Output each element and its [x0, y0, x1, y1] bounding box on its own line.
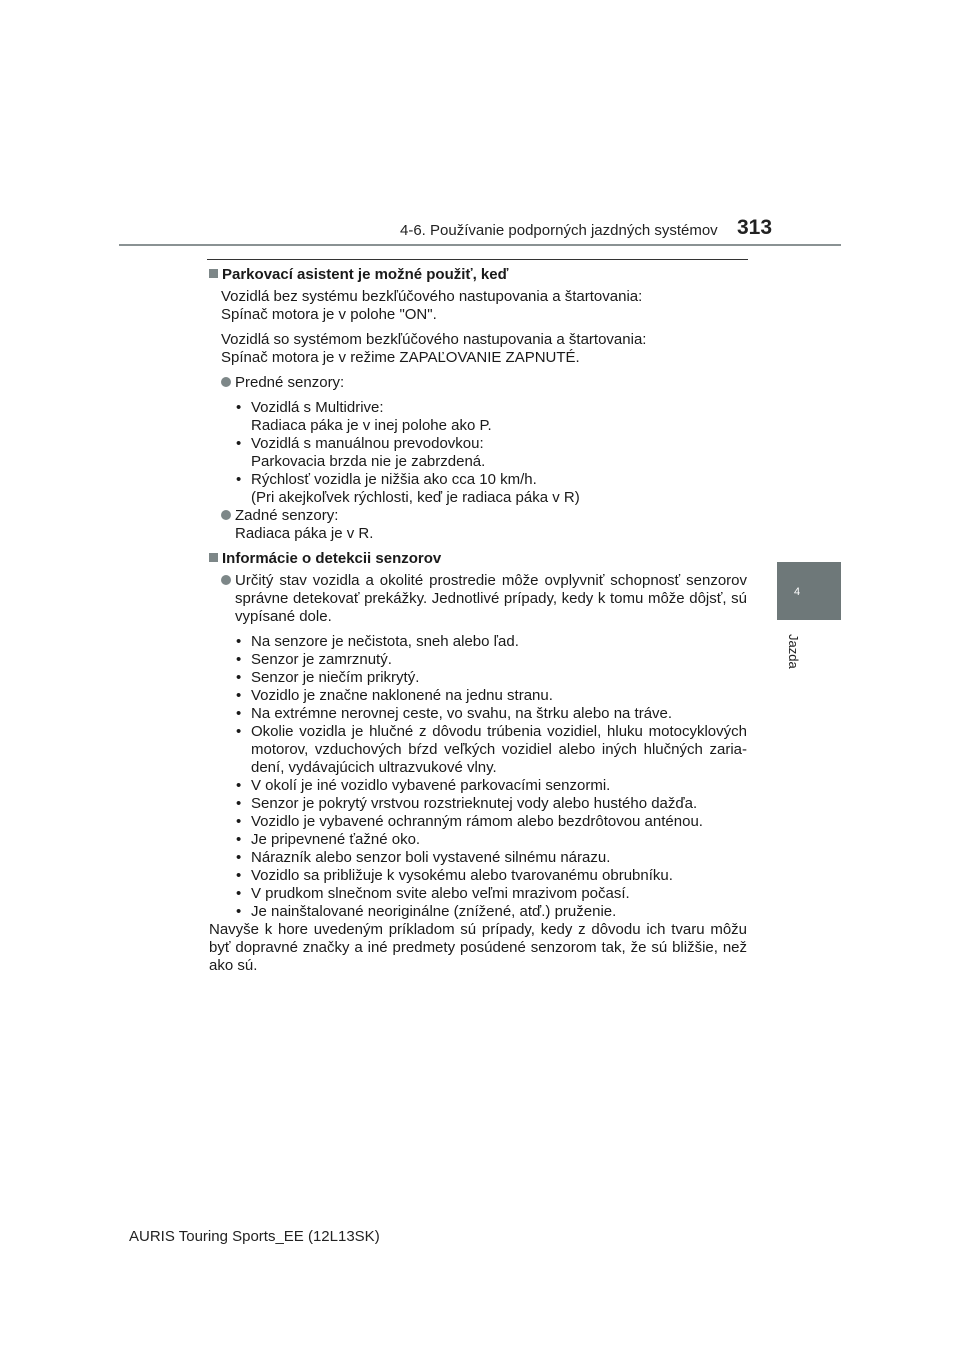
- info-item-text: Na senzore je nečistota, sneh alebo ľad.: [251, 633, 519, 650]
- info-item: [236, 849, 747, 867]
- front-sensors-text: Predné senzory:: [235, 374, 345, 391]
- info-item-text: Vozidlo sa približuje k vysokému alebo tvarovanému obrubníku.: [251, 867, 673, 884]
- circle-bullet-icon: [221, 510, 231, 520]
- info-heading-text: Informácie o detekcii senzorov: [222, 550, 442, 567]
- bullet-icon: •: [236, 813, 242, 830]
- info-heading: [209, 550, 747, 568]
- front-item-line1: Vozidlá s manuálnou prevodovkou:: [251, 435, 484, 452]
- front-item-line2: Parkovacia brzda nie je zabrzdená.: [251, 453, 486, 470]
- info-item: [236, 813, 747, 831]
- info-item-text: Senzor je pokrytý vrstvou rozstrieknutej vody alebo hustého dažďa.: [251, 795, 698, 812]
- info-item-text: Je pripevnené ťažné oko.: [251, 831, 421, 848]
- info-item: [236, 705, 747, 723]
- parking-para1: [221, 288, 747, 324]
- front-item-line1: Rýchlosť vozidla je nižšia ako cca 10 km/h.: [251, 471, 537, 488]
- circle-bullet-icon: [221, 575, 231, 585]
- page-content: [209, 266, 747, 975]
- bullet-icon: •: [236, 651, 242, 668]
- front-item: [236, 399, 747, 435]
- bullet-icon: •: [236, 777, 242, 794]
- info-item: [236, 885, 747, 903]
- square-bullet-icon: [209, 269, 218, 278]
- bullet-icon: •: [236, 435, 242, 452]
- parking-heading-text: Parkovací asistent je možné použiť, keď: [222, 266, 509, 283]
- info-item: [236, 831, 747, 849]
- bullet-icon: •: [236, 867, 242, 884]
- parking-para1-line2: Spínač motora je v polohe "ON".: [221, 306, 437, 323]
- info-item-text: Je nainštalované neoriginálne (znížené, atď.) pruženie.: [251, 903, 617, 920]
- bullet-icon: •: [236, 849, 242, 866]
- front-item-line2: Radiaca páka je v inej polohe ako P.: [251, 417, 492, 434]
- info-item-text: V prudkom slnečnom svite alebo veľmi mrazivom počasí.: [251, 885, 630, 902]
- bullet-icon: •: [236, 399, 242, 416]
- front-item: [236, 471, 747, 507]
- bullet-icon: •: [236, 795, 242, 812]
- chapter-tab-number: 4: [793, 586, 801, 598]
- front-sensors-label: [221, 374, 747, 392]
- info-item-text: V okolí je iné vozidlo vybavené parkovacími senzormi.: [251, 777, 611, 794]
- parking-para2-line2: Spínač motora je v režime ZAPAĽOVANIE ZAPNUTÉ.: [221, 349, 580, 366]
- info-item: [236, 669, 747, 687]
- info-item: [236, 903, 747, 921]
- info-item-text: Okolie vozidla je hlučné z dôvodu trúbenia vozidiel, hluku motocyklových motorov, vzduchových bŕzd veľkých vozidiel alebo iných hlučných zaria-dení, vydávajúcich ultrazvukové vlny.: [251, 723, 747, 776]
- info-item-text: Na extrémne nerovnej ceste, vo svahu, na štrku alebo na tráve.: [251, 705, 673, 722]
- info-item: [236, 795, 747, 813]
- bullet-icon: •: [236, 885, 242, 902]
- header-section-title: 4-6. Používanie podporných jazdných systémov: [400, 222, 718, 239]
- parking-para2: [221, 331, 747, 367]
- parking-para2-line1: Vozidlá so systémom bezkľúčového nastupovania a štartovania:: [221, 331, 647, 348]
- bullet-icon: •: [236, 633, 242, 650]
- info-item-text: Senzor je niečím prikrytý.: [251, 669, 420, 686]
- info-closing: Navyše k hore uvedeným príkladom sú prípady, kedy z dôvodu ich tvaru môžu byť dopravné značky a iné predmety posúdené senzorom tak, že sú bližšie, než ako sú.: [209, 921, 747, 974]
- parking-heading: [209, 266, 747, 284]
- info-item-text: Vozidlo je vybavené ochranným rámom alebo bezdrôtovou anténou.: [251, 813, 703, 830]
- bullet-icon: •: [236, 831, 242, 848]
- info-item: [236, 687, 747, 705]
- front-item-line1: Vozidlá s Multidrive:: [251, 399, 384, 416]
- header-rule: [119, 244, 841, 246]
- info-item: [236, 867, 747, 885]
- chapter-tab-label: Jazda: [786, 634, 801, 669]
- chapter-tab: [777, 562, 841, 620]
- info-intro: [221, 572, 747, 626]
- rear-sensors-label: [221, 507, 747, 543]
- info-item: [236, 723, 747, 777]
- info-item: [236, 633, 747, 651]
- square-bullet-icon: [209, 553, 218, 562]
- bullet-icon: •: [236, 669, 242, 686]
- info-item-text: Senzor je zamrznutý.: [251, 651, 392, 668]
- info-intro-text: Určitý stav vozidla a okolité prostredie môže ovplyvniť schopnosť senzorov správne detekovať prekážky. Jednotlivé prípady, kedy k tomu môže dôjsť, sú vypísané dole.: [235, 572, 747, 625]
- section-rule: [207, 259, 748, 260]
- info-item: [236, 651, 747, 669]
- info-item-text: Vozidlo je značne naklonené na jednu stranu.: [251, 687, 553, 704]
- bullet-icon: •: [236, 705, 242, 722]
- info-item-text: Nárazník alebo senzor boli vystavené silnému nárazu.: [251, 849, 611, 866]
- front-item-line2: (Pri akejkoľvek rýchlosti, keď je radiaca páka v R): [251, 489, 580, 506]
- bullet-icon: •: [236, 903, 242, 920]
- page-number: 313: [737, 216, 773, 239]
- front-item: [236, 435, 747, 471]
- bullet-icon: •: [236, 687, 242, 704]
- bullet-icon: •: [236, 723, 242, 740]
- parking-para1-line1: Vozidlá bez systému bezkľúčového nastupovania a štartovania:: [221, 288, 643, 305]
- footer-model: AURIS Touring Sports_EE (12L13SK): [129, 1228, 380, 1245]
- rear-sensors-detail: Radiaca páka je v R.: [235, 525, 374, 542]
- circle-bullet-icon: [221, 377, 231, 387]
- info-item: [236, 777, 747, 795]
- rear-sensors-text: Zadné senzory:: [235, 507, 339, 524]
- bullet-icon: •: [236, 471, 242, 488]
